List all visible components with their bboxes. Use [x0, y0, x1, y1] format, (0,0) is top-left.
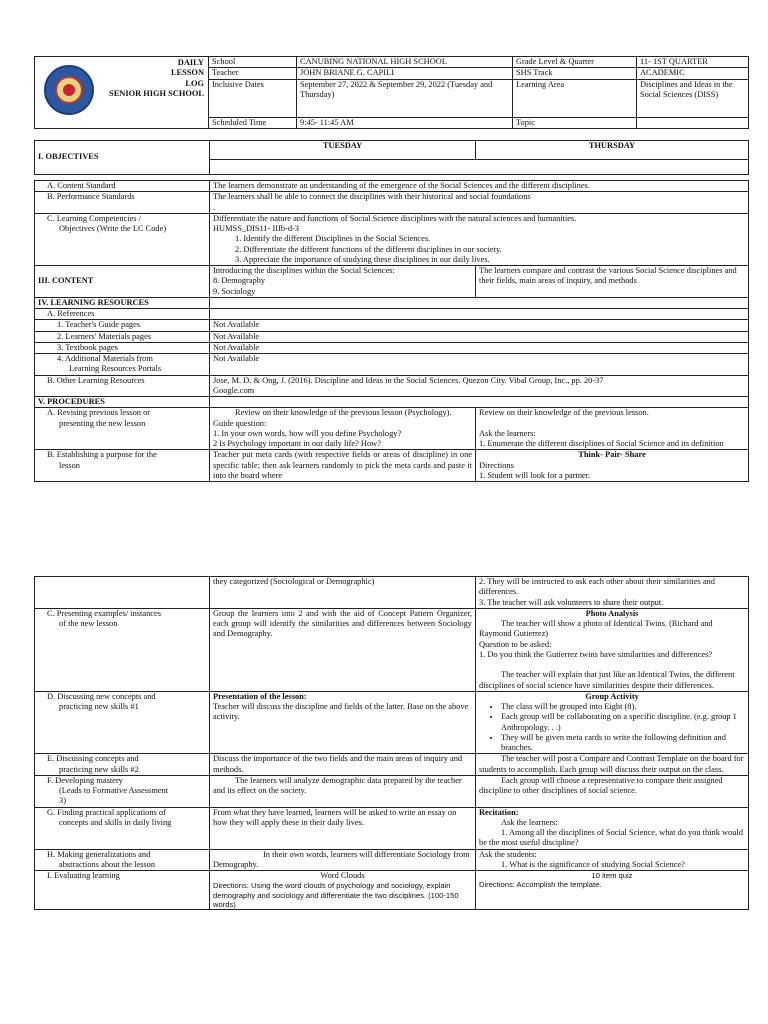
olr-label: B. Other Learning Resources: [35, 375, 210, 397]
value-teacher: JOHN BRIANE G. CAPILI: [297, 68, 513, 79]
proc-b-thursday: [476, 450, 749, 482]
references-label: A. References: [35, 309, 210, 320]
proc-b-tuesday: Teacher put meta cards (with respective fields or areas of discipline) in one specific table; then ask learners randomly to pick the meta cards and paste it into the board where: [210, 450, 476, 482]
proc-i-tue-1: Word Clouds: [320, 871, 365, 880]
procedures-heading: V. PROCEDURES: [35, 397, 210, 408]
deped-seal-logo: [44, 65, 94, 115]
lm-label: 2. Learners' Materials pages: [35, 331, 210, 342]
proc-c-thu-2: The teacher will show a photo of Identical Twins. (Richard and Raymond Gutierrez): [479, 619, 713, 639]
list-item: • They will be given meta cards to write the following definition and branches.: [501, 733, 745, 754]
am-label-2: Learning Resources Portals: [69, 364, 162, 374]
proc-h-thu-1: Ask the students:: [479, 849, 537, 859]
col-tuesday: TUESDAY: [210, 141, 476, 160]
proc-c-thu-4: 1. Do you think the Gutierrez twins have similarities and differences?: [479, 649, 713, 659]
proc-g-tuesday: From what they have learned, learners will be asked to write an essay on how they will apply these in their daily lives.: [210, 807, 476, 849]
value-time: 9:45- 11:45 AM: [297, 117, 513, 128]
proc-a-tue-4: 2 Is Psychology important in our daily life? How?: [213, 439, 381, 448]
proc-e-label: [35, 754, 210, 776]
content-standard-label: A. Content Standard: [35, 181, 210, 192]
proc-a-thu-1: Review on their knowledge of the previous lesson.: [479, 408, 649, 418]
proc-b-cont-tuesday: they categorized (Sociological or Demographic): [210, 577, 476, 609]
list-item: • The class will be grouped into Eight (8).: [501, 702, 745, 712]
proc-d-tue-1: Presentation of the lesson:: [213, 691, 307, 701]
proc-h-thursday: [476, 849, 749, 871]
proc-b-thu-3: 1. Student will look for a partner.: [479, 470, 591, 480]
learning-resources-heading: IV. LEARNING RESOURCES: [35, 297, 210, 308]
procedures-blank: [210, 397, 749, 408]
proc-b-thu-2: Directions: [479, 460, 514, 470]
proc-d-thu-1: Group Activity: [585, 691, 639, 701]
proc-b-cont-label: [35, 577, 210, 609]
proc-c-thu-5: The teacher will explain that just like an Identical Twins, the different disciplines of social science have similarities despite their differences.: [479, 670, 735, 690]
value-learning-area: Disciplines and Ideas in the Social Sciences (DISS): [637, 79, 749, 117]
proc-i-tue-2: Directions: Using the word clouds of psychology and sociology, explain demography and sociology and differentiate the two disciplines. (100-150 words): [213, 881, 459, 909]
proc-f-tuesday: The learners will analyze demographic data prepared by the teacher and its effect on the society.: [210, 775, 476, 807]
am-label: [35, 354, 210, 376]
performance-standards-dot: .: [213, 202, 216, 212]
proc-f-label-1: F. Developing mastery: [47, 775, 123, 785]
proc-g-thursday: [476, 807, 749, 849]
proc-h-thu-2: 1. What is the significance of studying Social Science?: [501, 859, 685, 869]
proc-i-label: I. Evaluating learning: [35, 871, 210, 910]
tb-value: Not Available: [210, 342, 749, 353]
proc-c-thu-3: Question to be asked:: [479, 639, 552, 649]
lc-objective-2: 2. Differentiate the different functions of the different disciplines in our society.: [235, 244, 502, 254]
am-label-1: 4. Additional Materials from: [57, 354, 153, 363]
lc-code: HUMSS_DIS11- IIIb-d-3: [213, 224, 299, 233]
lc-objective-1: 1. Identify the different Disciplines in the Social Sciences.: [235, 234, 431, 244]
proc-f-label-3: 3): [59, 796, 66, 806]
lm-value: Not Available: [210, 331, 749, 342]
proc-d-label-2: practicing new skills #1: [59, 702, 139, 711]
proc-b-thu-1: Think- Pair- Share: [578, 450, 646, 460]
olr-citation: Jose, M. D. & Ong, J. (2016). Discipline and Ideas in the Social Sciences. Quezon City. Vibal Group, Inc., pp. 20-37: [213, 375, 604, 385]
label-school: School: [209, 57, 297, 68]
label-time: Scheduled Time: [209, 117, 297, 128]
label-learning-area: Learning Area: [513, 79, 637, 117]
proc-d-thursday: [476, 691, 749, 754]
proc-d-tuesday: [210, 691, 476, 754]
proc-c-tuesday: Group the learners into 2 and with the aid of Concept Pattern Organizer, each group will identify the similarities and differences between Sociology and Demography.: [210, 608, 476, 691]
proc-c-thu-1: Photo Analysis: [585, 608, 639, 618]
label-track: SHS Track: [513, 68, 637, 79]
value-dates: September 27, 2022 & September 29, 2022 (Tuesday and Thursday): [297, 79, 513, 117]
proc-h-label-2: abstractions about the lesson: [59, 859, 156, 869]
proc-b-cont-thu-2: 3. The teacher will ask volunteers to share their output.: [479, 597, 664, 607]
objectives-blank: [210, 160, 749, 175]
am-value: Not Available: [210, 354, 749, 376]
value-grade: 11- 1ST QUARTER: [637, 57, 749, 68]
title-log: LOG: [185, 78, 204, 88]
proc-g-label-2: concepts and skills in daily living: [59, 817, 172, 827]
header-title-cell: [35, 57, 209, 129]
lc-objective-3: 3. Appreciate the importance of studying these disciplines in our daily lives.: [235, 254, 490, 264]
lc-label: [35, 213, 210, 265]
proc-d-tue-2: Teacher will discuss the discipline and fields of the latter. Base on the above activity.: [213, 702, 469, 722]
proc-b-label-1: B. Establishing a purpose for the: [47, 450, 157, 460]
value-topic: [637, 117, 749, 128]
proc-a-thursday: [476, 408, 749, 450]
lc-label-1: C. Learning Competencies /: [47, 213, 141, 223]
proc-a-thu-3: 1. Enumerate the different disciplines of Social Science and its definition: [479, 439, 724, 448]
proc-f-label: [35, 775, 210, 807]
proc-c-label-2: of the new lesson: [59, 619, 118, 628]
value-track: ACADEMIC: [637, 68, 749, 79]
proc-b-label: [35, 450, 210, 482]
label-grade: Grade Level & Quarter: [513, 57, 637, 68]
content-tue-2: 8. Demography: [213, 276, 266, 286]
lc-label-2: Objectives (Write the LC Code): [59, 224, 167, 233]
learning-competencies: [210, 213, 749, 265]
proc-g-thu-3: 1. Among all the disciplines of Social Science, what do you think would be the most useful discipline?: [479, 828, 743, 848]
lc-text: Differentiate the nature and functions of Social Science disciplines with the natural sciences and humanities.: [213, 213, 577, 223]
proc-d-label-1: D. Discussing new concepts and: [47, 691, 156, 701]
proc-a-label-2: presenting the new lesson: [59, 418, 146, 428]
proc-a-thu-2: Ask the learners:: [479, 428, 536, 438]
references-blank: [210, 309, 749, 320]
proc-b-label-2: lesson: [59, 460, 80, 470]
content-thursday: The learners compare and contrast the various Social Science disciplines and their fields, main areas of inquiry, and methods: [476, 266, 749, 298]
header-table: [34, 56, 749, 129]
lr-blank: [210, 297, 749, 308]
proc-c-thursday: [476, 608, 749, 691]
tb-label: 3. Textbook pages: [35, 342, 210, 353]
proc-e-tuesday: Discuss the importance of the two fields and the main areas of inquiry and methods.: [210, 754, 476, 776]
proc-a-tue-3: 1. In your own words, how will you define Psychology?: [213, 428, 402, 438]
proc-g-thu-2: Ask the learners:: [501, 817, 558, 827]
proc-a-tue-2: Guide question:: [213, 418, 267, 428]
proc-f-thursday: Each group will choose a representative to compare their assigned discipline to other disciplines of social science.: [476, 775, 749, 807]
proc-h-label: [35, 849, 210, 871]
content-heading: III. CONTENT: [35, 266, 210, 298]
proc-h-label-1: H. Making generalizations and: [47, 849, 151, 859]
content-tue-3: 9. Sociology: [213, 286, 256, 296]
proc-g-label-1: G. Finding practical applications of: [47, 807, 166, 817]
proc-d-label: [35, 691, 210, 754]
tg-label: 1. Teacher's Guide pages: [35, 320, 210, 331]
proc-c-label: [35, 608, 210, 691]
performance-standards-label: B. Performance Standards: [35, 192, 210, 214]
proc-f-label-2: (Leads to Formative Assessment: [59, 786, 169, 795]
proc-a-tuesday: [210, 408, 476, 450]
dll-table-page2: [34, 576, 749, 910]
title-lesson: LESSON: [170, 68, 204, 78]
proc-b-cont-thursday: [476, 577, 749, 609]
proc-b-cont-thu-1: 2. They will be instructed to ask each other about their similarities and differences.: [479, 577, 715, 597]
performance-standards-text: The learners shall be able to connect the disciplines with their historical and social foundations: [213, 192, 531, 202]
content-standard: The learners demonstrate an understanding of the emergence of the Social Sciences and the different disciplines.: [210, 181, 749, 192]
proc-h-tuesday: In their own words, learners will differentiate Sociology from Demography.: [210, 849, 476, 871]
label-teacher: Teacher: [209, 68, 297, 79]
title-daily: DAILY: [177, 58, 204, 67]
proc-i-thu-1: 10 item quiz: [591, 871, 633, 880]
proc-i-tuesday: [210, 871, 476, 910]
proc-i-thu-2: Directions: Accomplish the template.: [479, 880, 602, 890]
performance-standards: [210, 192, 749, 214]
proc-e-label-1: E. Discussing concepts and: [47, 754, 139, 764]
proc-e-thursday: The teacher will post a Compare and Contrast Template on the board for students to accomplish. Each group will discuss their output on the class.: [476, 754, 749, 776]
group-activity-list: [479, 702, 745, 753]
olr-value: [210, 375, 749, 397]
list-item: • Each group will be collaborating on a specific discipline. (e.g. group 1 Anthropology. . .): [501, 712, 745, 733]
proc-g-thu-1: Recitation:: [479, 807, 519, 817]
proc-g-label: [35, 807, 210, 849]
objectives-heading: I. OBJECTIVES: [35, 141, 210, 175]
tg-value: Not Available: [210, 320, 749, 331]
proc-a-label-1: A. Revising previous lesson or: [47, 408, 151, 418]
col-thursday: THURSDAY: [476, 141, 749, 160]
label-dates: Inclusive Dates: [209, 79, 297, 117]
proc-i-thursday: [476, 871, 749, 910]
proc-c-label-1: C. Presenting examples/ instances: [47, 608, 161, 618]
content-tue-1: Introducing the disciplines within the Social Sciences:: [213, 266, 395, 275]
olr-google: Google.com: [213, 385, 255, 395]
content-tuesday: [210, 266, 476, 298]
proc-a-tue-1: Review on their knowledge of the previous lesson (Psychology).: [235, 408, 452, 418]
title-shs: SENIOR HIGH SCHOOL: [109, 88, 204, 98]
label-topic: Topic: [513, 117, 637, 128]
proc-e-label-2: practicing new skills #2: [59, 764, 139, 774]
proc-a-label: [35, 408, 210, 450]
dll-table-page1: [34, 140, 749, 482]
value-school: CANUBING NATIONAL HIGH SCHOOL: [297, 57, 513, 68]
